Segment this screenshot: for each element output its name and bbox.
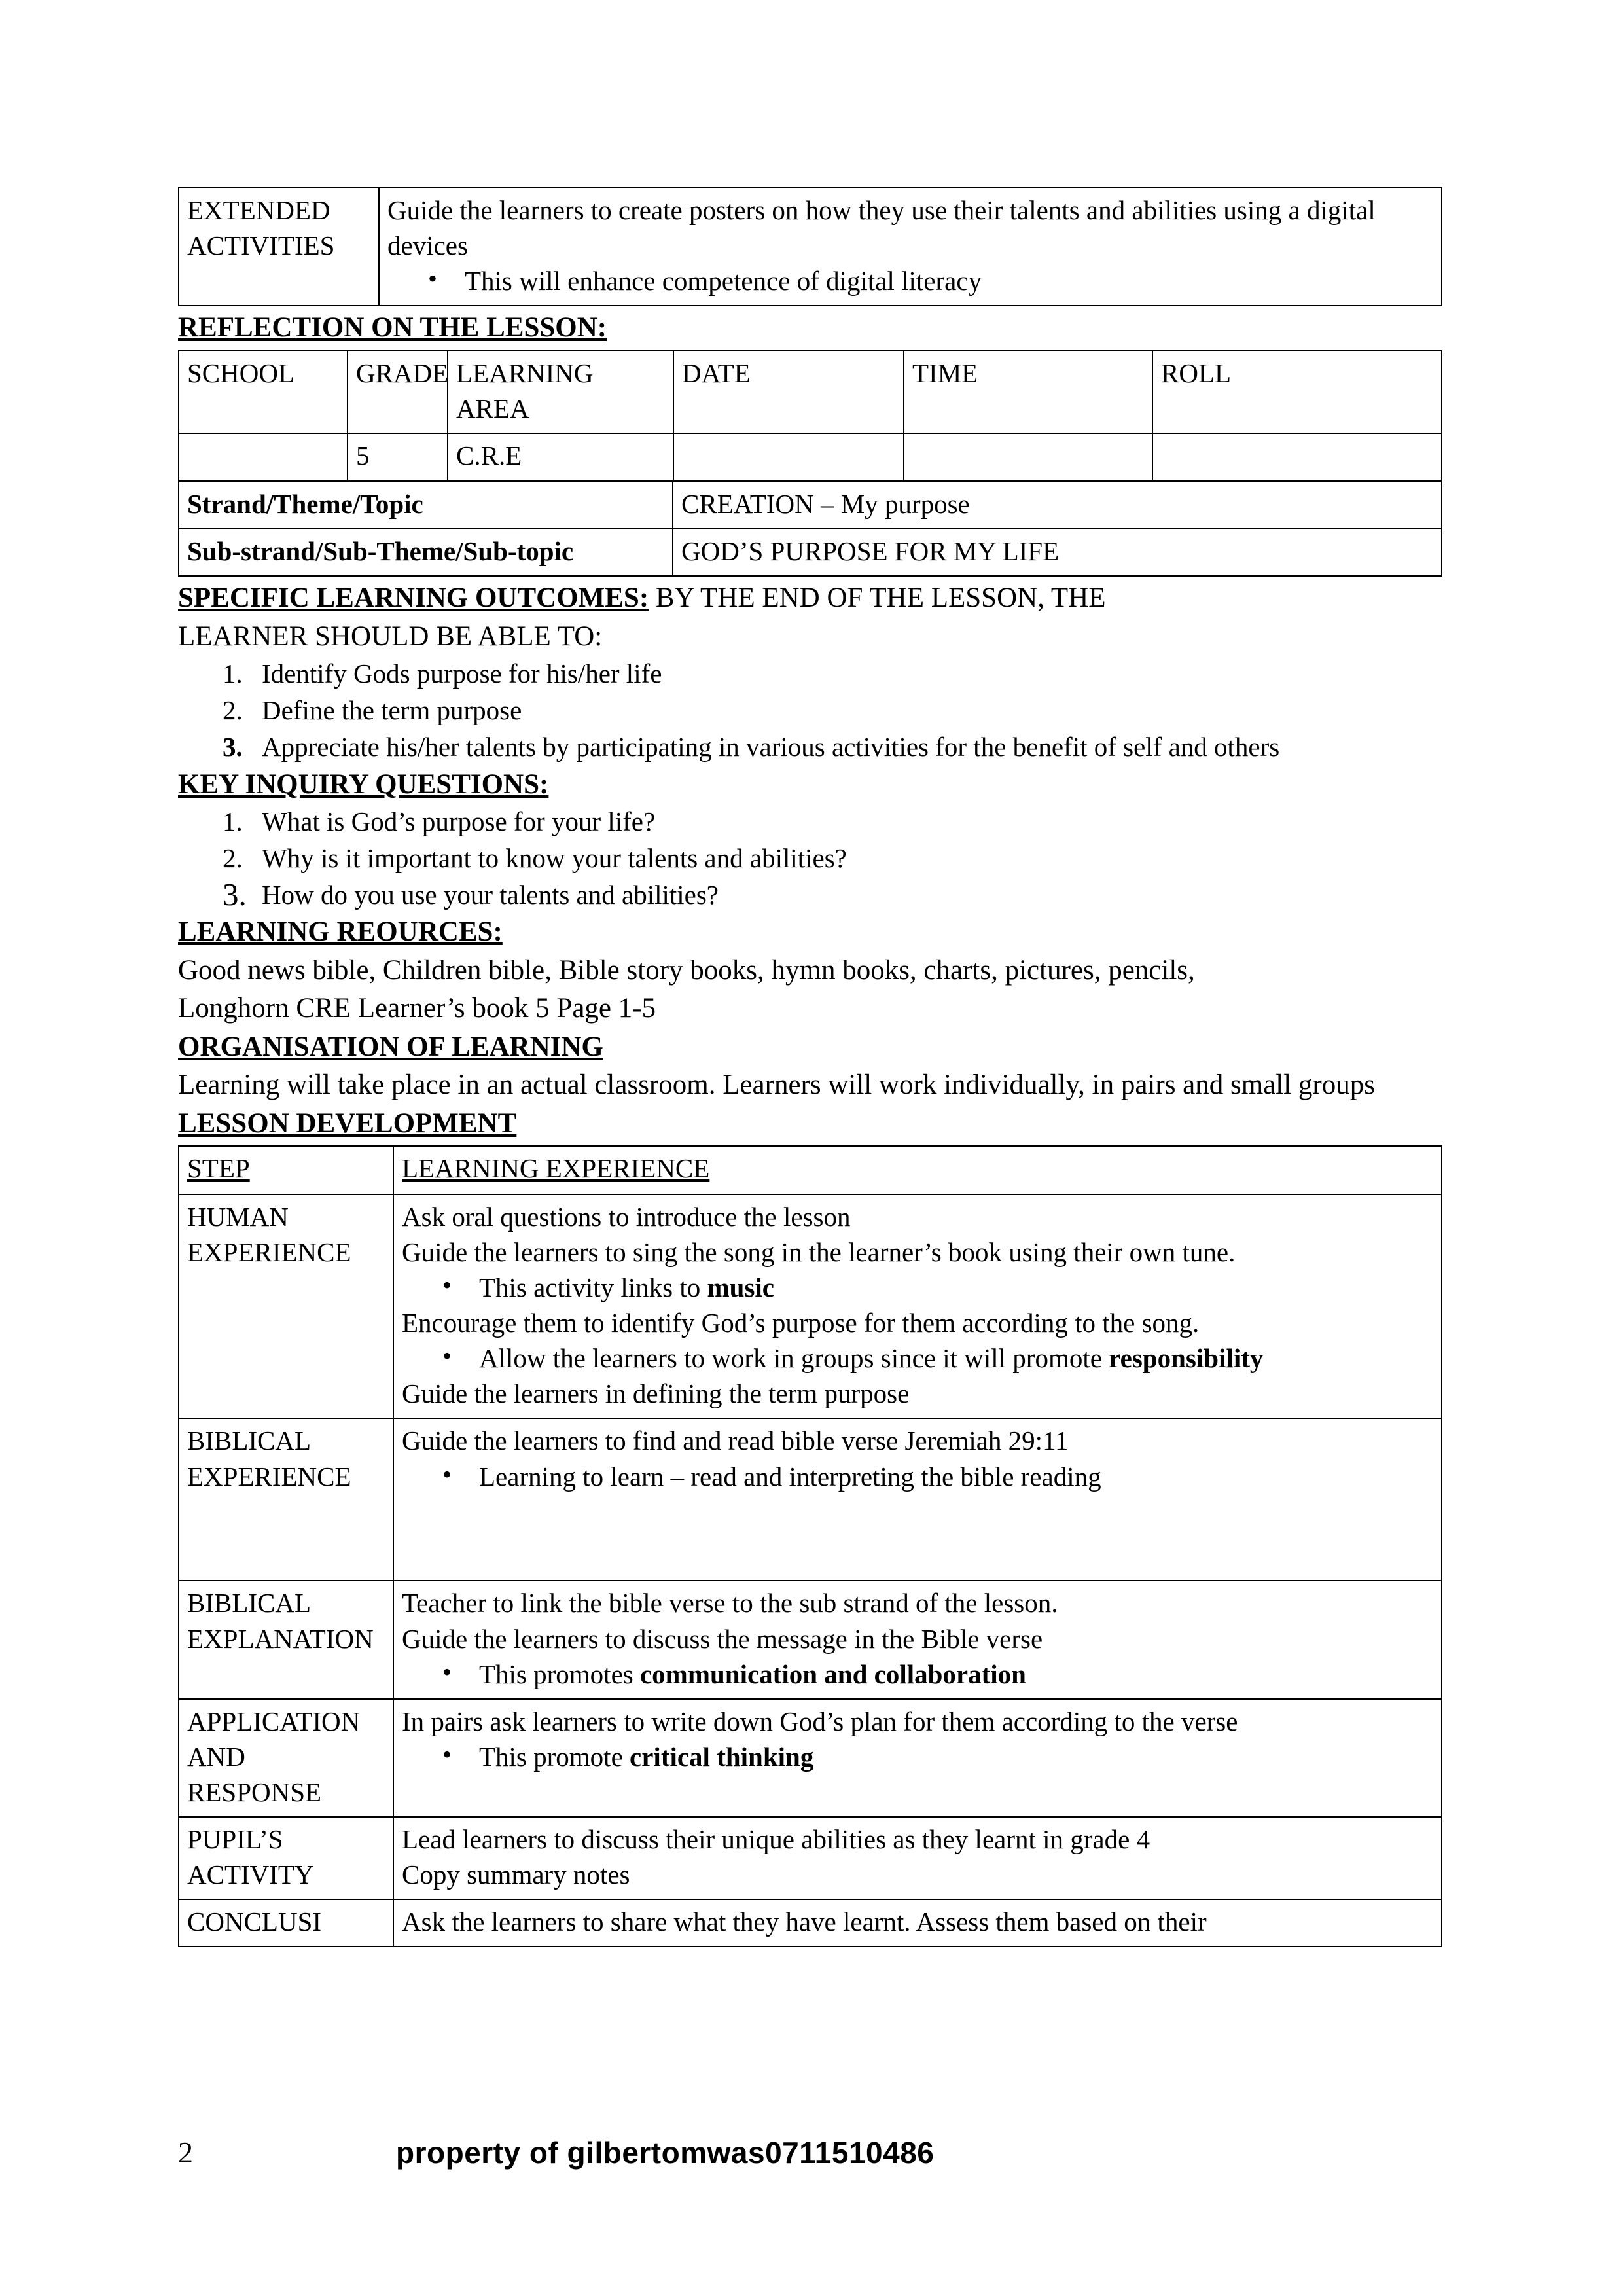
experience-bullets	[402, 1739, 1435, 1774]
extended-activities-content	[379, 188, 1442, 306]
header-learning-experience	[393, 1146, 1442, 1194]
list-item	[178, 656, 1441, 692]
list-item	[479, 1657, 1435, 1692]
table-row	[179, 1817, 1442, 1899]
experience-line: Guide the learners in defining the term purpose	[402, 1378, 910, 1409]
property-watermark: property of gilbertomwas0711510486	[396, 2136, 935, 2170]
organisation-heading: ORGANISATION OF LEARNING	[178, 1031, 603, 1062]
resources-heading: LEARNING REOURCES:	[178, 916, 503, 948]
experience-line: Teacher to link the bible verse to the sub strand of the lesson.	[402, 1588, 1058, 1619]
value-grade[interactable]: 5	[348, 433, 448, 480]
experience-bullets	[402, 1340, 1435, 1376]
list-marker: 3.	[223, 876, 247, 912]
list-item-text: How do you use your talents and abilities?	[262, 879, 719, 910]
header-grade: GRADE	[348, 351, 448, 433]
extended-activities-label: EXTENDED ACTIVITIES	[179, 188, 379, 306]
reflection-heading: REFLECTION ON THE LESSON:	[178, 312, 607, 344]
inquiry-list	[178, 804, 1441, 913]
lesson-development-table	[178, 1145, 1442, 1947]
bullet-text: This promotes	[479, 1659, 640, 1689]
table-row	[179, 1699, 1442, 1817]
list-item-text: Identify Gods purpose for his/her life	[262, 658, 662, 689]
experience-line: Encourage them to identify God’s purpose for them according to the song.	[402, 1308, 1200, 1338]
strand-value[interactable]: CREATION – My purpose	[673, 482, 1442, 529]
list-item	[178, 692, 1441, 729]
bullet-bold-text: communication and collaboration	[639, 1659, 1026, 1689]
table-row	[179, 188, 1442, 306]
bullet-text: This activity links to	[479, 1272, 707, 1303]
extended-activities-bullets	[387, 263, 1435, 298]
experience-line: Guide the learners to sing the song in the learner’s book using their own tune.	[402, 1236, 1236, 1267]
step-pupils-activity: PUPIL’S ACTIVITY	[179, 1817, 393, 1899]
value-school[interactable]	[179, 433, 348, 480]
outcomes-heading-line2: LEARNER SHOULD BE ABLE TO:	[178, 620, 603, 652]
table-row	[179, 482, 1442, 529]
list-marker: 3.	[223, 731, 243, 762]
header-learning-area: LEARNING AREA	[448, 351, 673, 433]
list-marker: 2.	[223, 695, 243, 726]
list-item	[178, 877, 1441, 914]
bullet-bold-text: music	[707, 1272, 774, 1303]
list-marker: 1.	[223, 806, 243, 836]
list-item	[178, 804, 1441, 840]
list-item-text: Define the term purpose	[262, 695, 522, 726]
substrand-label: Sub-strand/Sub-Theme/Sub-topic	[179, 529, 673, 576]
school-info-table	[178, 350, 1442, 481]
table-row	[179, 433, 1442, 480]
list-item	[479, 1270, 1435, 1305]
experience-human	[393, 1194, 1442, 1419]
bullet-text: This promote	[479, 1741, 630, 1772]
step-label-part: BIBLICAL EXPERIENCE	[187, 1426, 351, 1492]
extended-activities-line: Guide the learners to create posters on how they use their talents and abilities using a digital devices	[387, 195, 1376, 261]
step-biblical-experience	[179, 1418, 393, 1581]
table-row	[179, 1418, 1442, 1581]
substrand-value[interactable]: GOD’S PURPOSE FOR MY LIFE	[673, 529, 1442, 576]
step-conclusion: CONCLUSI	[179, 1899, 393, 1946]
experience-bullets	[402, 1270, 1435, 1305]
strand-table	[178, 481, 1442, 577]
value-roll[interactable]	[1152, 433, 1442, 480]
experience-line: In pairs ask learners to write down God’s plan for them according to the verse	[402, 1706, 1238, 1736]
lesson-development-heading: LESSON DEVELOPMENT	[178, 1107, 517, 1139]
experience-line: Lead learners to discuss their unique abilities as they learnt in grade 4	[402, 1824, 1150, 1855]
outcomes-list	[178, 656, 1441, 765]
table-row	[179, 1194, 1442, 1419]
bullet-bold-text: critical thinking	[630, 1741, 814, 1772]
list-item-text: What is God’s purpose for your life?	[262, 806, 656, 836]
experience-line: Ask oral questions to introduce the lesson	[402, 1201, 851, 1232]
bullet-text: Allow the learners to work in groups since it will promote	[479, 1343, 1109, 1374]
value-date[interactable]	[673, 433, 904, 480]
document-content	[178, 187, 1441, 1947]
step-biblical-explanation: BIBLICAL EXPLANATION	[179, 1581, 393, 1698]
value-time[interactable]	[904, 433, 1152, 480]
bullet-bold-text: responsibility	[1109, 1343, 1264, 1374]
table-row	[179, 1581, 1442, 1698]
organisation-text: Learning will take place in an actual classroom. Learners will work individually, in pairs and small groups	[178, 1069, 1375, 1101]
experience-line: Guide the learners to discuss the message in the Bible verse	[402, 1623, 1043, 1654]
step-human-experience: HUMAN EXPERIENCE	[179, 1194, 393, 1419]
list-item	[479, 1340, 1435, 1376]
list-marker: 1.	[223, 658, 243, 689]
list-item: • This will enhance competence of digital literacy	[465, 263, 1435, 298]
page-number: 2	[178, 2136, 193, 2169]
value-learning-area[interactable]: C.R.E	[448, 433, 673, 480]
outcomes-heading: SPECIFIC LEARNING OUTCOMES:	[178, 583, 649, 614]
header-school: SCHOOL	[179, 351, 348, 433]
list-item	[479, 1739, 1435, 1774]
resources-line-2: Longhorn CRE Learner’s book 5 Page 1-5	[178, 993, 656, 1024]
experience-bullets	[402, 1459, 1435, 1494]
experience-conclusion: Ask the learners to share what they have learnt. Assess them based on their	[393, 1899, 1442, 1946]
experience-pupils-activity	[393, 1817, 1442, 1899]
table-row	[179, 1899, 1442, 1946]
resources-line-1: Good news bible, Children bible, Bible story books, hymn books, charts, pictures, pencils,	[178, 954, 1195, 986]
header-time: TIME	[904, 351, 1152, 433]
page-footer	[178, 2135, 1441, 2170]
experience-explanation	[393, 1581, 1442, 1698]
list-marker: 2.	[223, 842, 243, 873]
outcomes-heading-line	[178, 579, 1441, 617]
list-item	[178, 729, 1441, 766]
inquiry-heading: KEY INQUIRY QUESTIONS:	[178, 768, 549, 800]
list-item-text: Appreciate his/her talents by participating in various activities for the benefit of self and others	[262, 731, 1280, 762]
table-header-row	[179, 351, 1442, 433]
experience-line: Copy summary notes	[402, 1859, 630, 1890]
experience-line: Guide the learners to find and read bible verse Jeremiah 29:11	[402, 1426, 1069, 1456]
strand-label: Strand/Theme/Topic	[179, 482, 673, 529]
experience-application	[393, 1699, 1442, 1817]
header-roll: ROLL	[1152, 351, 1442, 433]
outcomes-heading-rest: BY THE END OF THE LESSON, THE	[649, 583, 1106, 614]
experience-biblical	[393, 1418, 1442, 1581]
header-learning-experience-label: LEARNING EXPERIENCE	[402, 1153, 710, 1184]
extended-activities-table	[178, 187, 1442, 306]
table-header-row	[179, 1146, 1442, 1194]
header-step	[179, 1146, 393, 1194]
header-step-label: STEP	[187, 1153, 250, 1184]
list-item: • Learning to learn – read and interpreting the bible reading	[479, 1459, 1435, 1494]
list-item	[178, 840, 1441, 877]
list-item-text: Why is it important to know your talents and abilities?	[262, 842, 847, 873]
experience-bullets	[402, 1657, 1435, 1692]
header-date: DATE	[673, 351, 904, 433]
step-application-response: APPLICATION AND RESPONSE	[179, 1699, 393, 1817]
table-row	[179, 529, 1442, 576]
